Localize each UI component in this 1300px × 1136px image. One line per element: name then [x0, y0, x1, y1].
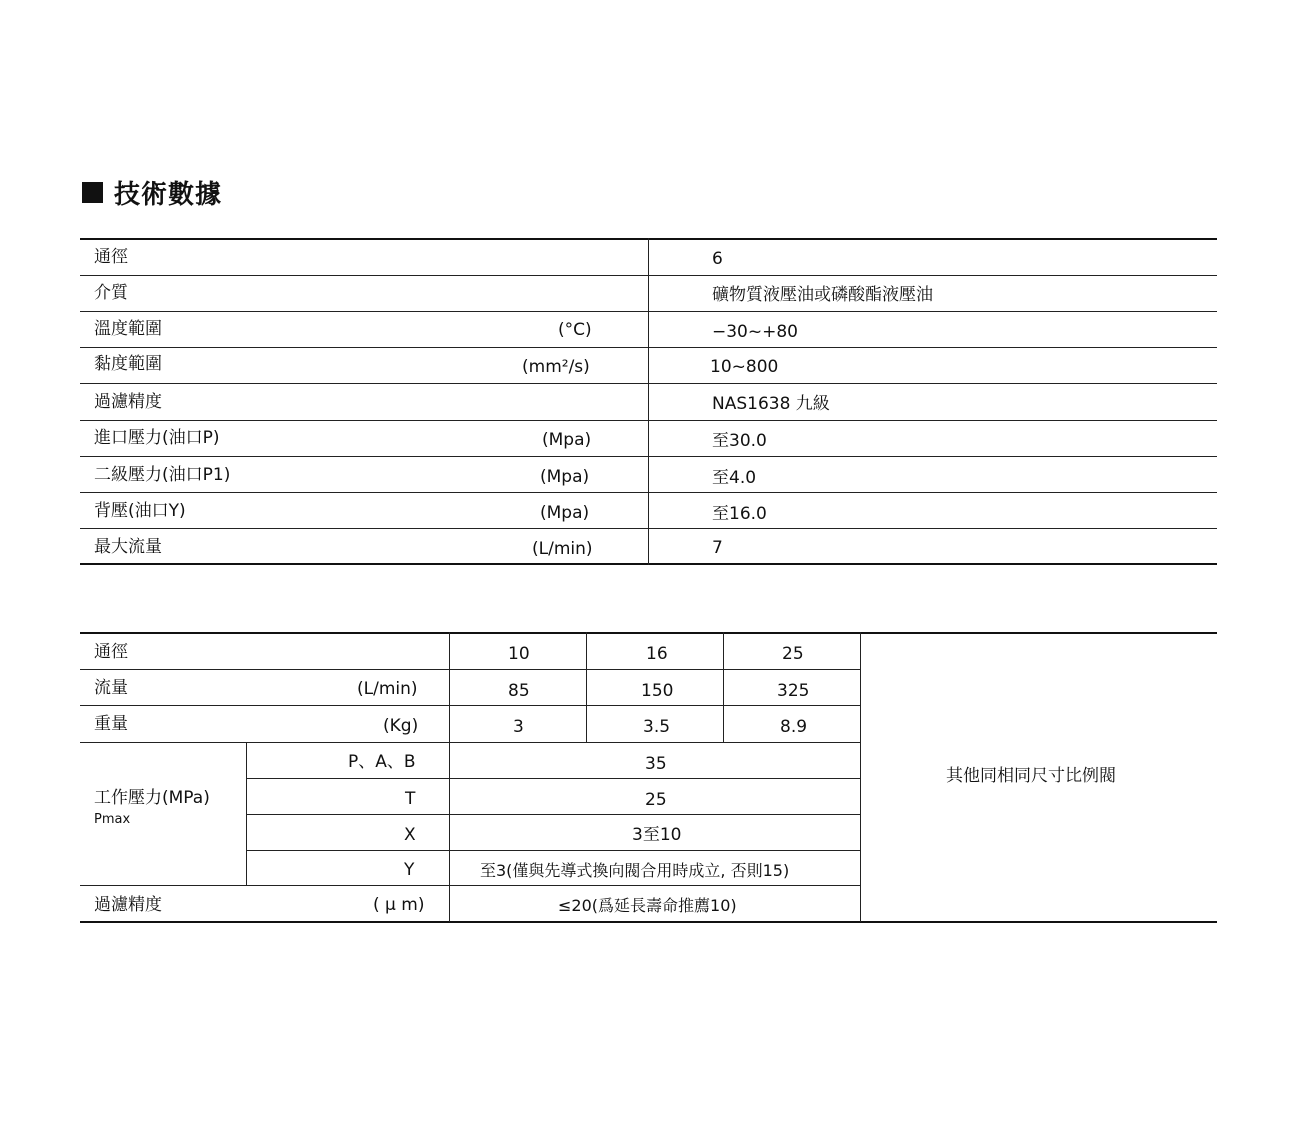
spec-row-value: 6	[712, 249, 723, 269]
pressure-group-label: 工作壓力(MPa)	[94, 788, 210, 808]
size-cell: 85	[508, 681, 530, 701]
spec-row-label: 通徑	[94, 247, 128, 267]
spec-row-value: 至4.0	[712, 468, 757, 488]
size-row-label: 通徑	[94, 642, 128, 662]
spec-row-label: 二級壓力(油口P1)	[94, 465, 231, 485]
side-note: 其他同相同尺寸比例閥	[946, 766, 1116, 786]
size-cell: 150	[641, 681, 674, 701]
spec-row-unit: (Mpa)	[542, 430, 592, 450]
size-row-label: 流量	[94, 678, 128, 698]
spec-row-unit: (Mpa)	[540, 503, 590, 523]
size-row-unit: (Kg)	[383, 716, 419, 736]
spec-row-unit: (mm²/s)	[522, 357, 590, 377]
spec-row-label: 進口壓力(油口P)	[94, 428, 220, 448]
size-cell: 3.5	[643, 717, 671, 737]
size-row-unit: (L/min)	[357, 679, 418, 699]
spec-row-unit: (Mpa)	[540, 467, 590, 487]
pressure-group-sublabel: Pmax	[94, 812, 131, 827]
size-cell: 16	[646, 644, 668, 664]
pressure-port: Y	[404, 860, 415, 880]
filter-value: ≤20(爲延長壽命推薦10)	[558, 896, 737, 915]
spec-row-label: 過濾精度	[94, 392, 162, 412]
spec-row-label: 黏度範圍	[94, 354, 162, 374]
spec-row-label: 最大流量	[94, 537, 162, 557]
spec-row-value: 7	[712, 538, 723, 558]
size-row-label: 過濾精度	[94, 895, 162, 915]
size-row-label: 重量	[94, 714, 128, 734]
size-table	[80, 632, 1217, 924]
pressure-value: 25	[645, 790, 667, 810]
black-square-icon	[82, 182, 103, 203]
spec-row-unit: (°C)	[558, 320, 592, 340]
size-cell: 10	[508, 644, 530, 664]
section-title: 技術數據	[114, 179, 223, 210]
spec-row-value: 10~800	[710, 357, 779, 377]
size-cell: 8.9	[780, 717, 808, 737]
spec-row-value: 至30.0	[712, 431, 767, 451]
size-row-unit: ( μ m)	[373, 895, 425, 915]
spec-row-unit: (L/min)	[532, 539, 593, 559]
spec-row-label: 背壓(油口Y)	[94, 501, 186, 521]
pressure-value: 至3(僅與先導式換向閥合用時成立, 否則15)	[480, 861, 790, 880]
pressure-port: T	[405, 789, 416, 809]
pressure-value: 35	[645, 754, 667, 774]
spec-row-label: 溫度範圍	[94, 319, 162, 339]
pressure-port: X	[404, 825, 416, 845]
pressure-port: P、A、B	[348, 752, 416, 772]
pressure-value: 3至10	[632, 825, 682, 845]
spec-row-value: −30~+80	[712, 322, 798, 342]
spec-row-value: 至16.0	[712, 504, 767, 524]
spec-row-value: 礦物質液壓油或磷酸酯液壓油	[712, 285, 933, 305]
size-cell: 3	[513, 717, 524, 737]
size-cell: 325	[777, 681, 810, 701]
spec-table	[80, 238, 1217, 566]
spec-row-label: 介質	[94, 283, 128, 303]
size-cell: 25	[782, 644, 804, 664]
section-heading	[82, 172, 222, 212]
spec-row-value: NAS1638 九級	[712, 394, 830, 414]
